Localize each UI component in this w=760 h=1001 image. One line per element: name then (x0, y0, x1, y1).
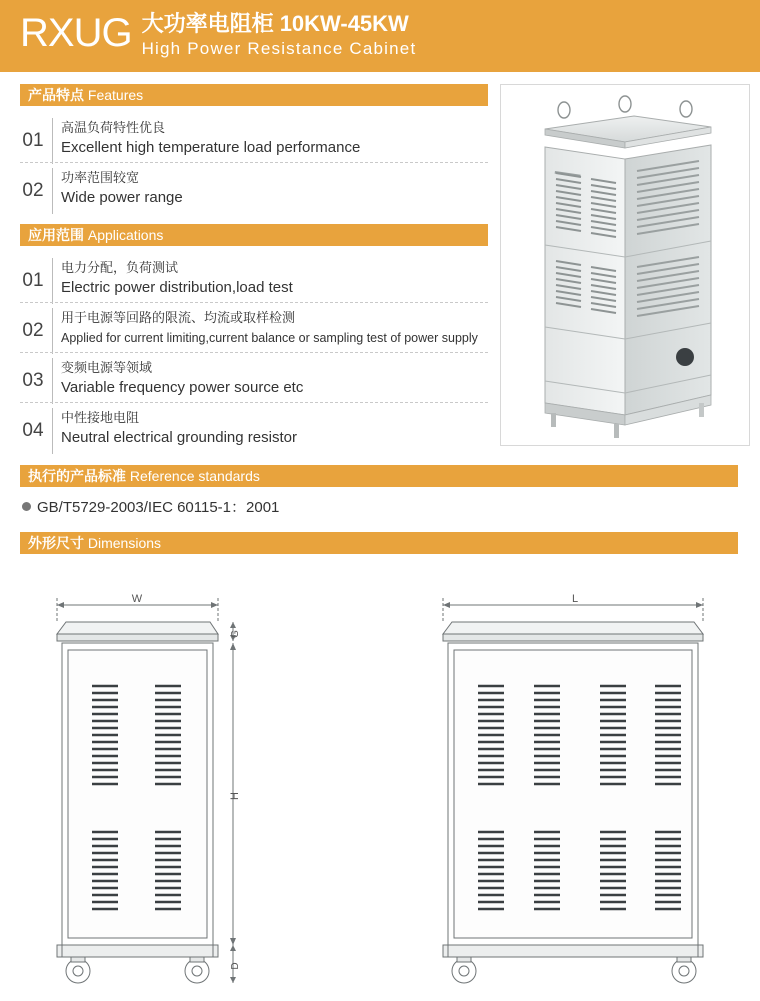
item-number: 02 (20, 168, 53, 214)
item-texts (53, 118, 360, 159)
list-item (20, 118, 360, 164)
dimension-label-cap: G (230, 630, 241, 638)
section-title-dimensions-cn: 外形尺寸 (28, 535, 84, 551)
item-texts (53, 308, 478, 349)
section-title-standards-cn: 执行的产品标准 (28, 468, 126, 484)
header-inner (20, 8, 416, 61)
standard-line (22, 498, 279, 518)
page-title-en: High Power Resistance Cabinet (141, 39, 417, 58)
product-photo-illustration (501, 85, 749, 445)
section-title-applications-en: Applications (87, 227, 164, 243)
item-text-en: Wide power range (61, 189, 183, 206)
divider (20, 302, 488, 303)
item-text-cn: 中性接地电阻 (61, 410, 140, 425)
item-number: 01 (20, 118, 53, 164)
divider (20, 402, 488, 403)
item-text-cn: 用于电源等回路的限流、均流或取样检测 (61, 310, 296, 325)
divider (20, 352, 488, 353)
dimension-label-height: H (229, 792, 241, 800)
section-header-dimensions (20, 532, 738, 554)
bullet-icon (22, 502, 31, 511)
item-texts (53, 358, 303, 399)
item-number: 03 (20, 358, 53, 404)
section-title-dimensions-en: Dimensions (87, 535, 162, 551)
item-text-en: Variable frequency power source etc (61, 379, 304, 396)
item-text-cn: 功率范围较宽 (61, 170, 140, 185)
list-item (20, 168, 183, 214)
item-texts (53, 258, 293, 299)
item-text-cn: 高温负荷特性优良 (61, 120, 166, 135)
section-header-features (20, 84, 488, 106)
section-title-features-cn: 产品特点 (28, 87, 84, 103)
item-text-cn: 电力分配，负荷测试 (61, 260, 179, 275)
page-title-cn: 大功率电阻柜 10KW-45KW (141, 11, 409, 36)
dimension-drawings (0, 560, 760, 1001)
dimension-label-base: D (230, 962, 241, 970)
item-texts (53, 408, 297, 449)
item-text-en: Excellent high temperature load performance (61, 139, 361, 156)
divider (20, 162, 488, 163)
section-header-standards (20, 465, 738, 487)
list-item (20, 358, 303, 404)
section-title-applications-cn: 应用范围 (28, 227, 84, 243)
header-titles (142, 8, 417, 61)
dimension-label-length: L (571, 593, 579, 605)
dimension-label-width: W (131, 593, 143, 605)
item-text-en: Applied for current limiting,current balance or sampling test of power supply (61, 331, 478, 345)
brand-logo: RXUG (20, 11, 132, 55)
item-text-en: Electric power distribution,load test (61, 279, 293, 296)
list-item (20, 308, 478, 354)
list-item (20, 408, 297, 454)
standard-text: GB/T5729-2003/IEC 60115-1：2001 (37, 499, 280, 516)
section-header-applications (20, 224, 488, 246)
page-header (0, 0, 760, 72)
item-number: 04 (20, 408, 53, 454)
list-item (20, 258, 293, 304)
item-text-cn: 变频电源等领域 (61, 360, 153, 375)
item-number: 01 (20, 258, 53, 304)
item-text-en: Neutral electrical grounding resistor (61, 429, 297, 446)
product-photo (500, 84, 750, 446)
item-number: 02 (20, 308, 53, 354)
section-title-features-en: Features (87, 87, 144, 103)
section-title-standards-en: Reference standards (129, 468, 260, 484)
item-texts (53, 168, 183, 209)
